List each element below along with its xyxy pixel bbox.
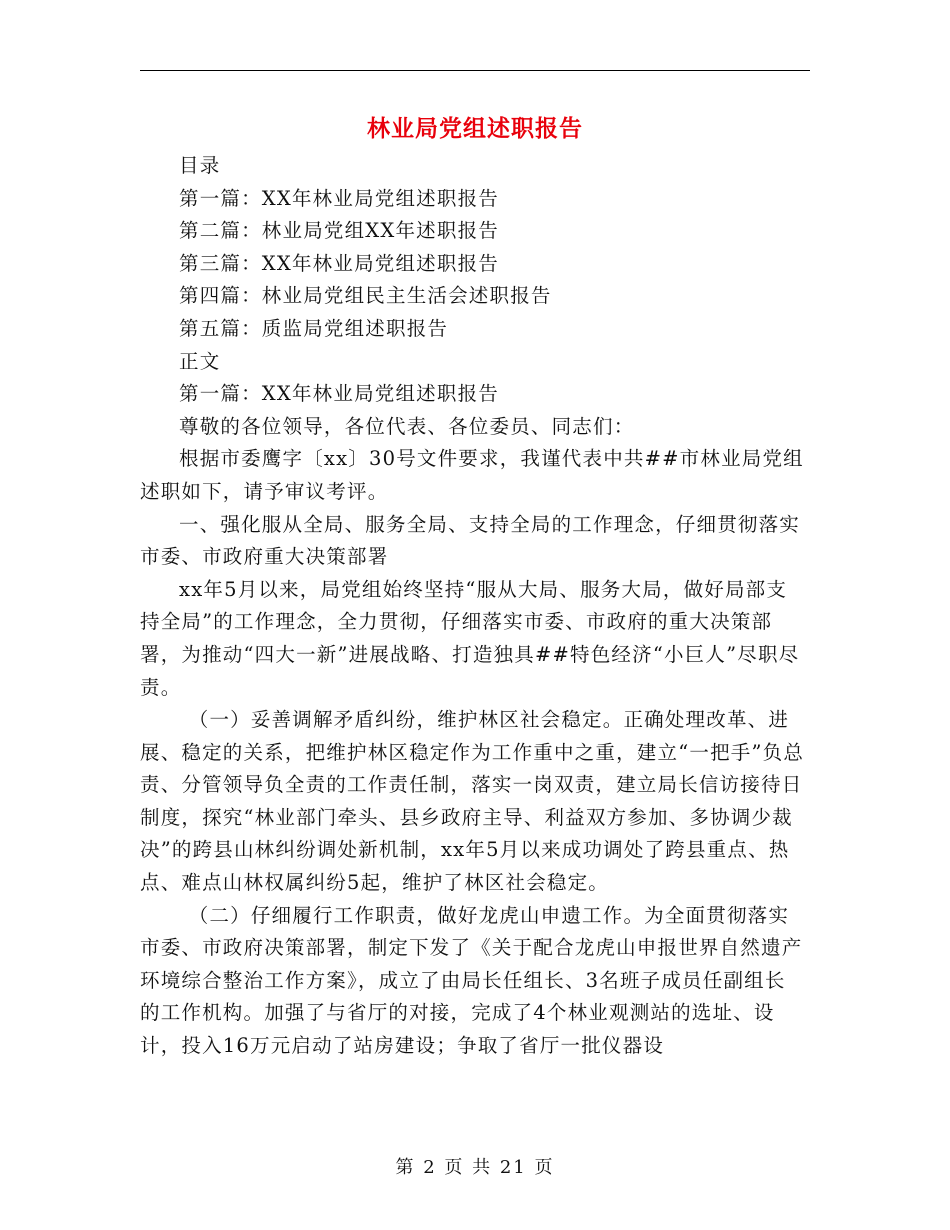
toc-heading: 目录 xyxy=(179,154,221,177)
body-paragraph: （一）妥善调解矛盾纠纷，维护林区社会稳定。正确处理改革、进展、稳定的关系，把维护林区稳定作为工作重中之重，建立“一把手”负总责、分管领导负全责的工作责任制，落实一岗双责，建立局长信访接待日制度，探究“林业部门牵头、县乡政府主导、利益双方参加、多协调少裁决”的跨县山林纠纷调处新机制，xx年5月以来成功调处了跨县重点、热点、难点山林权属纠纷5起，维护了林区社会稳定。 xyxy=(140,708,805,895)
body-paragraph: （二）仔细履行工作职责，做好龙虎山申遗工作。为全面贯彻落实市委、市政府决策部署，制定下发了《关于配合龙虎山申报世界自然遗产环境综合整治工作方案》，成立了由局长任组长、3名班子成员任副组长的工作机构。加强了与省厅的对接，完成了4个林业观测站的选址、设计，投入16万元启动了站房建设；争取了省厅一批仪器设 xyxy=(140,903,803,1058)
body-paragraph: 根据市委鹰字〔xx〕30号文件要求，我谨代表中共##市林业局党组述职如下，请予审议考评。 xyxy=(140,447,804,503)
article-heading: 第一篇：XX年林业局党组述职报告 xyxy=(179,382,499,406)
toc-item: 第四篇：林业局党组民主生活会述职报告 xyxy=(179,284,552,308)
document-title: 林业局党组述职报告 xyxy=(367,115,583,142)
page-footer: 第 2 页 共 21 页 xyxy=(395,1157,555,1178)
document-body xyxy=(140,150,805,1063)
toc-item: 第一篇：XX年林业局党组述职报告 xyxy=(179,186,499,210)
toc-item: 第三篇：XX年林业局党组述职报告 xyxy=(179,251,499,275)
section-heading: 正文 xyxy=(179,349,221,373)
toc-item: 第五篇：质监局党组述职报告 xyxy=(179,316,449,340)
body-paragraph: 一、强化服从全局、服务全局、支持全局的工作理念，仔细贯彻落实市委、市政府重大决策部署 xyxy=(140,512,801,569)
header-rule xyxy=(140,70,810,71)
salutation: 尊敬的各位领导，各位代表、各位委员、同志们： xyxy=(179,414,635,438)
toc-item: 第二篇：林业局党组XX年述职报告 xyxy=(179,219,499,243)
body-paragraph: xx年5月以来，局党组始终坚持“服从大局、服务大局，做好局部支持全局”的工作理念，全力贯彻，仔细落实市委、市政府的重大决策部署，为推动“四大一新”进展战略、打造独具##特色经济“小巨人”尽职尽责。 xyxy=(140,577,800,699)
